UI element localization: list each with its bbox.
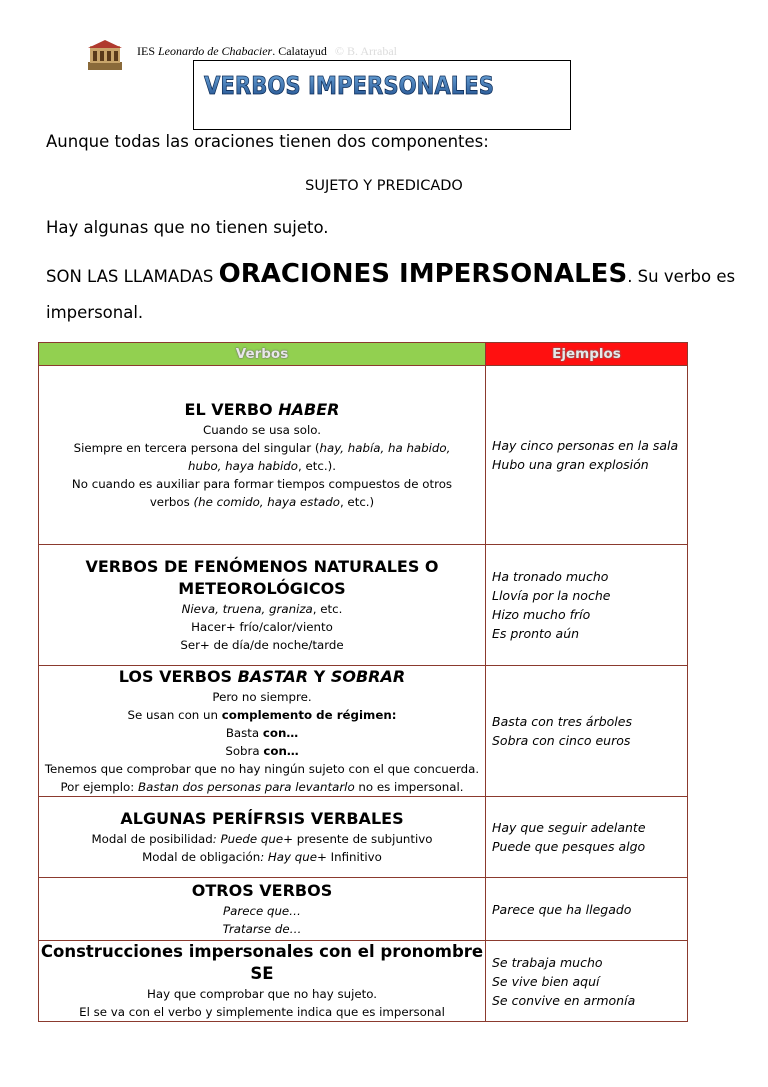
example-cell: Ha tronado mucho Llovía por la noche Hizo mucho frío Es pronto aún <box>486 545 688 666</box>
page-title <box>194 63 572 103</box>
page-title-text: VERBOS IMPERSONALES <box>204 71 494 100</box>
title-box <box>193 60 571 130</box>
verb-cell: Construcciones impersonales con el pronombre SE Hay que comprobar que no hay sujeto. El se va con el verbo y simplemente indica que es impersonal <box>39 941 486 1022</box>
verbs-table <box>38 342 688 1022</box>
intro-line-1: Aunque todas las oraciones tienen dos componentes: <box>46 132 489 151</box>
school-header: IES Leonardo de Chabacier. Calatayud © B. Arrabal <box>137 44 397 58</box>
col-ejemplos-header: Ejemplos <box>486 343 688 366</box>
table-header <box>39 343 688 366</box>
intro-line-5: impersonal. <box>46 303 144 322</box>
intro-line-2: SUJETO Y PREDICADO <box>305 178 463 194</box>
author-credit: © B. Arrabal <box>334 44 397 58</box>
table-row <box>39 366 688 545</box>
verb-cell: LOS VERBOS BASTAR Y SOBRAR Pero no siempre. Se usan con un complemento de régimen: Basta con… Sobra con… Tenemos que comprobar que no hay ningún sujeto con el que concuerda. Por ejemplo: Bastan dos personas para levantarlo no es impersonal. <box>39 666 486 797</box>
impersonal-heading: ORACIONES IMPERSONALES <box>218 259 628 289</box>
col-verbos-header: Verbos <box>39 343 486 366</box>
table-row <box>39 545 688 666</box>
example-cell: Basta con tres árboles Sobra con cinco euros <box>486 666 688 797</box>
verb-cell: VERBOS DE FENÓMENOS NATURALES O METEOROLÓGICOS Nieva, truena, graniza, etc. Hacer+ frío/calor/viento Ser+ de día/de noche/tarde <box>39 545 486 666</box>
school-logo <box>88 40 122 70</box>
verb-cell: OTROS VERBOS Parece que… Tratarse de… <box>39 878 486 941</box>
example-cell: Hay cinco personas en la sala Hubo una gran explosión <box>486 366 688 545</box>
table-row <box>39 797 688 878</box>
table-row <box>39 941 688 1022</box>
verb-cell: EL VERBO HABER Cuando se usa solo. Siempre en tercera persona del singular (hay, había, ha habido, hubo, haya habido, etc.). No cuando es auxiliar para formar tiempos compuestos de otros verbos (he comido, haya estado, etc.) <box>39 366 486 545</box>
table-row <box>39 878 688 941</box>
row-title: EL VERBO HABER <box>184 400 340 419</box>
example-cell: Parece que ha llegado <box>486 878 688 941</box>
table-row <box>39 666 688 797</box>
intro-line-3: Hay algunas que no tienen sujeto. <box>46 218 329 237</box>
example-cell: Se trabaja mucho Se vive bien aquí Se convive en armonía <box>486 941 688 1022</box>
intro-line-4: SON LAS LLAMADAS ORACIONES IMPERSONALES. Su verbo es <box>46 259 736 289</box>
example-cell: Hay que seguir adelante Puede que pesques algo <box>486 797 688 878</box>
verb-cell: ALGUNAS PERÍFRSIS VERBALES Modal de posibilidad: Puede que+ presente de subjuntivo Modal de obligación: Hay que+ Infinitivo <box>39 797 486 878</box>
